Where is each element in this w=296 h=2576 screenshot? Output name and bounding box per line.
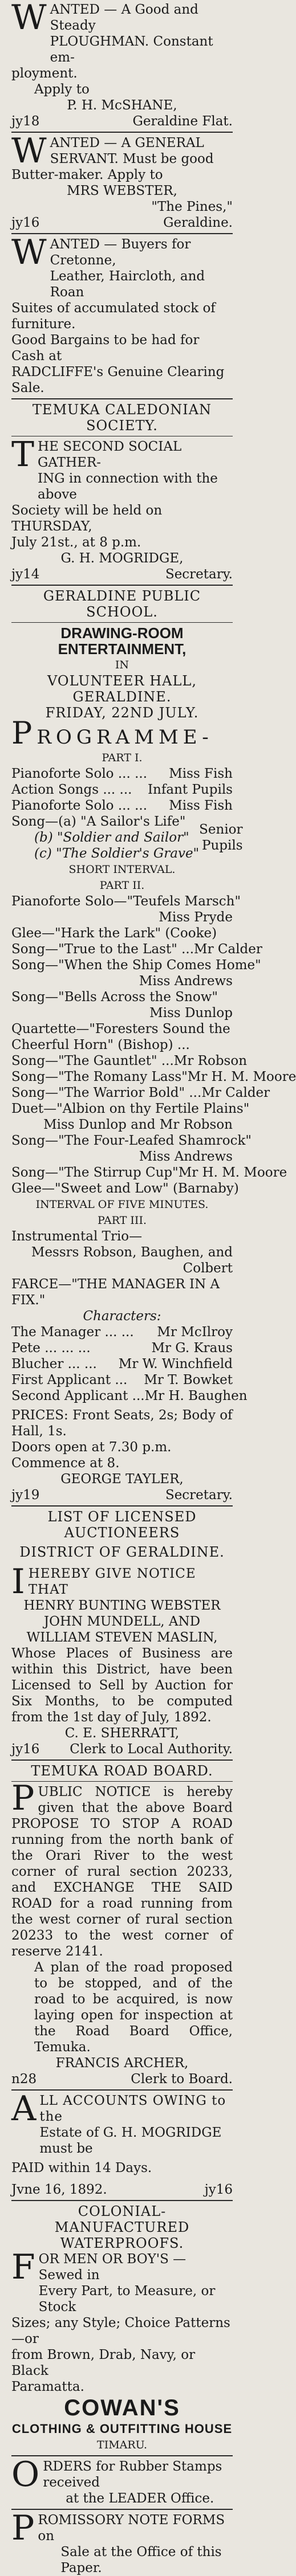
programme-item: Song—"The Four-Leafed Shamrock": [11, 1133, 252, 1148]
advertiser-name: GEORGE TAYLER,: [60, 1472, 184, 1487]
divider: [11, 2089, 233, 2091]
ad-line: Suites of accumulated stock of furniture.: [11, 301, 216, 332]
divider: [11, 585, 233, 586]
characters-heading: Characters:: [83, 1309, 161, 1324]
ad-subheading: DISTRICT OF GERALDINE.: [19, 1544, 225, 1560]
ad-role: Clerk to Board.: [131, 2072, 233, 2087]
ad-general-servant: [11, 131, 233, 231]
ad-date: Jvne 16, 1892.: [11, 2182, 107, 2197]
ad-heading: COLONIAL-MANUFACTURED: [54, 2203, 190, 2235]
ad-line: SERVANT. Must be good: [50, 152, 214, 166]
prices: PRICES: Front Seats, 2s; Body of Hall, 1s.: [11, 1408, 233, 1439]
ad-entertainment: [11, 588, 296, 1503]
programme-item: Song—"The Gauntlet" ... Mr Robson: [11, 1054, 248, 1068]
ad-subheading: WATERPROOFS.: [60, 2235, 184, 2251]
ad-heading: GERALDINE PUBLIC SCHOOL.: [43, 588, 201, 620]
programme-item: Song—"Bells Across the Snow": [11, 990, 218, 1005]
drop-cap: O: [11, 2455, 40, 2495]
advertiser-name: MRS WEBSTER,: [67, 183, 177, 198]
ad-line: HEREBY GIVE NOTICE THAT: [28, 1566, 196, 1597]
ad-line: Butter-maker. Apply to: [11, 168, 163, 182]
ad-line: ANTED — A GENERAL: [50, 136, 204, 150]
ad-line: LL ACCOUNTS OWING to the: [39, 2093, 226, 2124]
part-heading: PART III.: [97, 1214, 147, 1227]
cast-row: First Applicant ... Mr T. Bowket: [11, 1373, 233, 1387]
farce-title: FARCE—"THE MANAGER IN A FIX.": [11, 1277, 220, 1308]
ad-line: at the LEADER Office.: [66, 2491, 214, 2506]
ad-place: Geraldine Flat.: [132, 114, 233, 129]
divider: [11, 2455, 233, 2456]
ad-tag: jy16: [11, 1742, 40, 1757]
divider: [11, 1505, 233, 1507]
programme-item: Glee—"Sweet and Low" (Barnaby): [11, 1181, 239, 1196]
ad-line: Paramatta.: [11, 2379, 84, 2394]
ad-role: Secretary.: [165, 1488, 233, 1503]
programme-item: Pianoforte Solo ... ... Miss Fish: [11, 766, 233, 781]
ad-caledonian-society: [11, 402, 233, 582]
ad-line: RDERS for Rubber Stamps received: [43, 2459, 222, 2490]
ad-line: Good Bargains to be had for Cash at: [11, 333, 200, 364]
cast-row: Pete ... ... ... Mr G. Kraus: [11, 1341, 233, 1356]
drop-cap: F: [11, 2247, 35, 2287]
programme-performer: Messrs Robson, Baughen, and Colbert: [31, 1245, 233, 1276]
ad-line: Sizes; any Style; Choice Patterns—or: [11, 2316, 230, 2346]
auctioneer-name: JOHN MUNDELL, AND: [43, 1614, 201, 1629]
drop-cap: W: [11, 0, 47, 38]
ad-tag: n28: [11, 2072, 37, 2087]
programme-item: Miss Dunlop and Mr Robson: [43, 1117, 233, 1132]
programme-item: Song—"The Romany Lass" Mr H. M. Moore: [11, 1069, 296, 1084]
programme-item: Action Songs ... ... Infant Pupils: [11, 782, 233, 797]
ad-line: ROMISSORY NOTE FORMS on: [38, 2513, 225, 2544]
drop-cap: W: [11, 232, 47, 272]
drop-cap: P: [11, 2508, 35, 2548]
ad-line: PAID within 14 Days.: [11, 2161, 152, 2175]
ad-tag: jy16: [204, 2182, 233, 2197]
event-date: FRIDAY, 22ND JULY.: [45, 705, 199, 721]
programme-heading: PROGRAMME-: [11, 715, 213, 751]
programme-item: Song—"True to the Last" ... Mr Calder: [11, 942, 262, 957]
ad-auctioneers: [11, 1509, 233, 1757]
auctioneer-name: WILLIAM STEVEN MASLIN,: [26, 1630, 218, 1645]
drop-cap: I: [11, 1562, 25, 1602]
ad-heading: TEMUKA ROAD BOARD.: [31, 1763, 213, 1779]
divider: [11, 398, 233, 399]
ad-body: A plan of the road proposed to be stopped, and of the road to be acquired, is now laying open for inspection at the Road Board Office, Temuka.: [34, 1960, 233, 2055]
ad-line: ployment.: [11, 66, 78, 81]
cast-row: The Manager ... ... Mr McIlroy: [11, 1325, 233, 1340]
programme-item: Glee—"Hark the Lark" (Cooke): [11, 926, 217, 941]
divider: [11, 1781, 233, 1782]
ad-line: Society will be held on THURSDAY,: [11, 503, 163, 534]
doors: Doors open at 7.30 p.m. Commence at 8.: [11, 1440, 172, 1471]
event-title: DRAWING-ROOM ENTERTAINMENT,: [58, 624, 186, 658]
ad-body: Whose Places of Business are within this District, have been Licensed to Sell by Auction for Six Months, to be computed from the 1st day of July, 1892.: [11, 1646, 233, 1725]
ad-house: "The Pines,": [151, 199, 233, 214]
ad-tag: jy18: [11, 114, 40, 129]
ad-tag: jy16: [11, 215, 40, 230]
part-heading: PART I.: [102, 752, 143, 764]
ad-promissory-notes: [11, 2508, 233, 2576]
programme-item: Miss Dunlop: [149, 1006, 233, 1020]
programme-item: Quartette—"Foresters Sound the: [11, 1022, 230, 1036]
ad-accounts-owing: [11, 2089, 233, 2198]
shop-subtitle: CLOTHING & OUTFITTING HOUSE: [11, 2422, 233, 2436]
programme-item: Song—"The Stirrup Cup" Mr H. M. Moore: [11, 1165, 287, 1180]
programme-item: Miss Andrews: [139, 974, 233, 989]
ad-line: PLOUGHMAN. Constant em-: [50, 34, 213, 65]
advertiser-name: FRANCIS ARCHER,: [55, 2056, 189, 2071]
cast-row: Blucher ... ... Mr W. Winchfield: [11, 1357, 233, 1371]
advertiser-name: G. H. MOGRIDGE,: [60, 551, 184, 566]
programme-item: Instrumental Trio—: [11, 1229, 143, 1244]
drop-cap: W: [11, 131, 47, 171]
ad-line: HE SECOND SOCIAL GATHER-: [38, 439, 182, 470]
auctioneer-name: HENRY BUNTING WEBSTER: [23, 1598, 221, 1613]
ad-line: RADCLIFFE's Genuine Clearing Sale.: [11, 365, 225, 395]
programme-item: Song—(a) "A Sailor's Life" (b) "Soldier and Sailor" (c) "The Soldier's Grave" Senior Pupils: [11, 814, 243, 861]
ad-line: Leather, Haircloth, and Roan: [50, 269, 205, 300]
ad-line: ANTED — A Good and Steady: [50, 2, 198, 33]
ad-body: PUBLIC NOTICE is hereby given that the above Board PROPOSE TO STOP A ROAD running from the north bank of the Orari River to the west corner of rural section 20233, and EXCHANGE THE SAID ROAD for a road running from the west corner of rural section 20233 to the west corner of reserve 2141.: [11, 1778, 233, 1959]
ad-heading: LIST OF LICENSED AUCTIONEERS: [47, 1509, 197, 1541]
ad-line: July 21st., at 8 p.m.: [11, 535, 141, 550]
advertiser-name: C. E. SHERRATT,: [64, 1726, 180, 1741]
ad-line: Apply to: [34, 82, 90, 97]
ad-buyers-wanted: [11, 232, 233, 396]
divider: [11, 622, 233, 623]
programme-item: Song—"The Warrior Bold" ... Mr Calder: [11, 1085, 270, 1100]
ad-road-board: [11, 1763, 233, 2087]
cast-row: Second Applicant ... Mr H. Baughen: [11, 1389, 248, 1403]
shop-brand: COWAN'S: [64, 2395, 180, 2420]
ad-role: Secretary.: [165, 567, 233, 582]
interval-heading: INTERVAL OF FIVE MINUTES.: [35, 1198, 209, 1211]
ad-waterproofs: [11, 2203, 233, 2453]
drop-cap: A: [11, 2089, 37, 2129]
ad-role: Clerk to Local Authority.: [70, 1742, 233, 1757]
ad-place: Geraldine.: [163, 215, 233, 230]
ad-line: from Brown, Drab, Navy, or Black: [11, 2348, 196, 2378]
ad-line: Every Part, to Measure, or Stock: [38, 2284, 216, 2314]
ad-line: ANTED — Buyers for Cretonne,: [50, 237, 191, 268]
ad-rubber-stamps: [11, 2455, 233, 2506]
advertiser-name: P. H. McSHANE,: [67, 98, 177, 113]
ad-line: Sale at the Office of this Paper.: [60, 2545, 222, 2575]
ad-line: ING in connection with the above: [38, 471, 218, 502]
event-venue: VOLUNTEER HALL, GERALDINE.: [47, 673, 197, 705]
programme-item: Pianoforte Solo ... ... Miss Fish: [11, 798, 233, 813]
ad-tag: jy19: [11, 1488, 40, 1503]
ad-line: Estate of G. H. MOGRIDGE must be: [39, 2125, 222, 2156]
programme-item: Miss Pryde: [159, 910, 233, 925]
ad-line: OR MEN OR BOY'S — Sewed in: [38, 2252, 186, 2283]
part-heading: PART II.: [99, 879, 145, 892]
ad-heading: TEMUKA CALEDONIAN SOCIETY.: [32, 402, 212, 434]
shop-town: TIMARU.: [97, 2439, 147, 2451]
programme-item: Cheerful Horn" (Bishop) ...: [11, 1038, 190, 1052]
ad-ploughman: [11, 2, 233, 129]
divider: [11, 1759, 233, 1761]
divider: [11, 2200, 233, 2201]
drop-cap: T: [11, 435, 35, 475]
divider: [11, 2509, 233, 2510]
ad-tag: jy14: [11, 567, 40, 582]
programme-item: Duet—"Albion on thy Fertile Plains": [11, 1101, 250, 1116]
programme-item: Pianoforte Solo—"Teufels Marsch": [11, 894, 241, 909]
event-in: IN: [115, 659, 129, 671]
interval-heading: SHORT INTERVAL.: [68, 863, 176, 876]
programme-item: Song—"When the Ship Comes Home": [11, 958, 261, 973]
programme-item: Miss Andrews: [139, 1149, 233, 1164]
